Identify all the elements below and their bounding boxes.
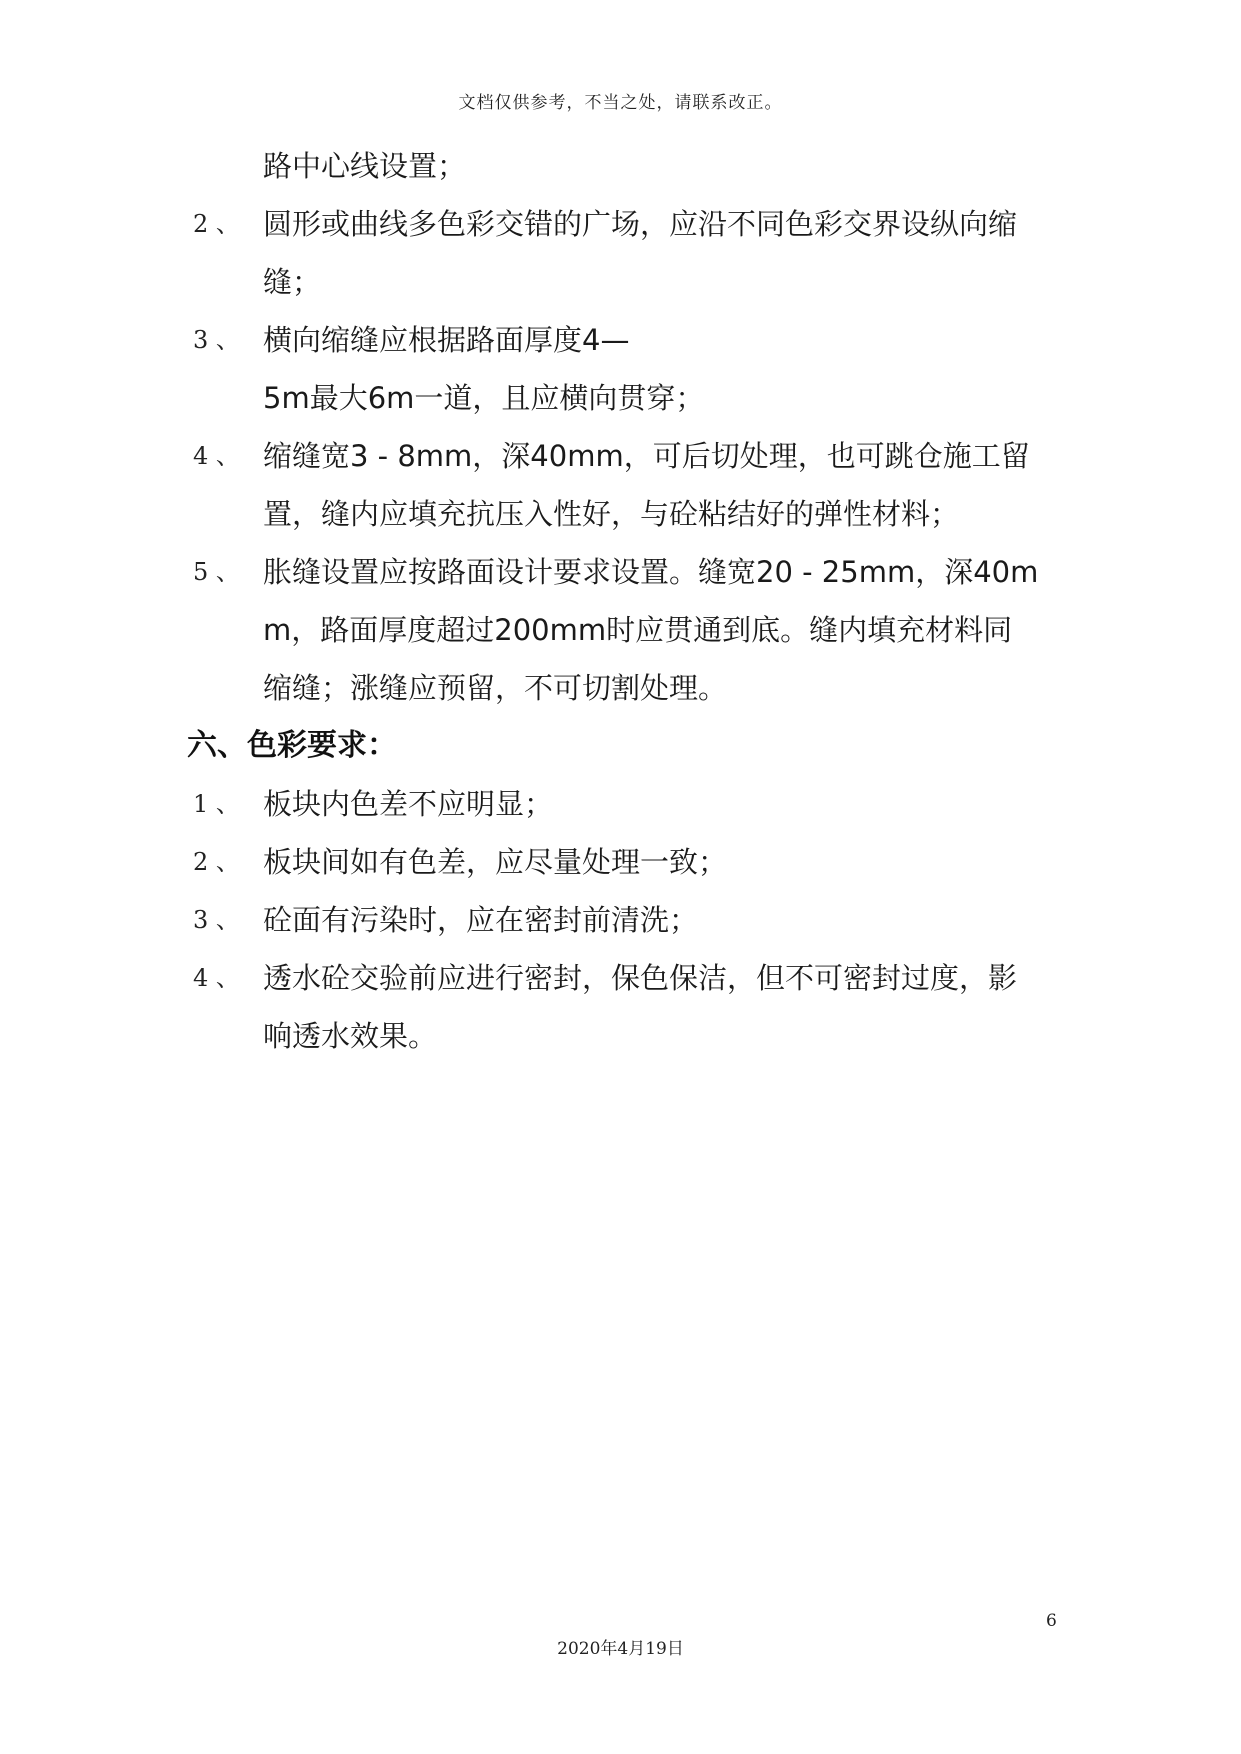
list-item-number: 4 、 <box>193 964 240 992</box>
list-item-number: 1 、 <box>193 790 240 818</box>
list-item-number: 3 、 <box>193 906 240 934</box>
list-item-number: 2 、 <box>193 210 240 238</box>
list-item-number: 5 、 <box>193 558 240 586</box>
list-item-text: m，路面厚度超过200mm时应贯通到底。缝内填充材料同 <box>263 613 1013 647</box>
list-item-number: 3 、 <box>193 326 240 354</box>
footer-date: 2020年4月19日 <box>557 1639 684 1659</box>
list-item-text: 板块间如有色差，应尽量处理一致； <box>263 845 728 879</box>
list-item-text: 缩缝；涨缝应预留，不可切割处理。 <box>263 671 728 705</box>
list-item-text: 透水砼交验前应进行密封，保色保洁，但不可密封过度，影 <box>263 961 1018 995</box>
list-item-text: 缝； <box>263 265 322 299</box>
header-disclaimer: 文档仅供参考，不当之处，请联系改正。 <box>458 93 783 113</box>
list-item-text: 横向缩缝应根据路面厚度4— <box>263 323 630 357</box>
list-item-text: 缩缝宽3 - 8mm，深40mm，可后切处理，也可跳仓施工留 <box>263 439 1030 473</box>
page-number: 6 <box>1046 1611 1057 1631</box>
list-item-text: 圆形或曲线多色彩交错的广场，应沿不同色彩交界设纵向缩 <box>263 207 1018 241</box>
list-item-text: 胀缝设置应按路面设计要求设置。缝宽20 - 25mm，深40m <box>263 555 1039 589</box>
list-item-number: 4 、 <box>193 442 240 470</box>
intro-line: 路中心线设置； <box>263 149 467 183</box>
section-title: 六、色彩要求： <box>187 728 397 763</box>
list-item-text: 板块内色差不应明显； <box>263 787 554 821</box>
list-item-text: 响透水效果。 <box>263 1019 438 1053</box>
list-item-text: 置，缝内应填充抗压入性好，与砼粘结好的弹性材料； <box>263 497 960 531</box>
list-item-number: 2 、 <box>193 848 240 876</box>
list-item-text: 5m最大6m一道，且应横向贯穿； <box>263 381 705 415</box>
list-item-text: 砼面有污染时，应在密封前清洗； <box>263 903 699 937</box>
